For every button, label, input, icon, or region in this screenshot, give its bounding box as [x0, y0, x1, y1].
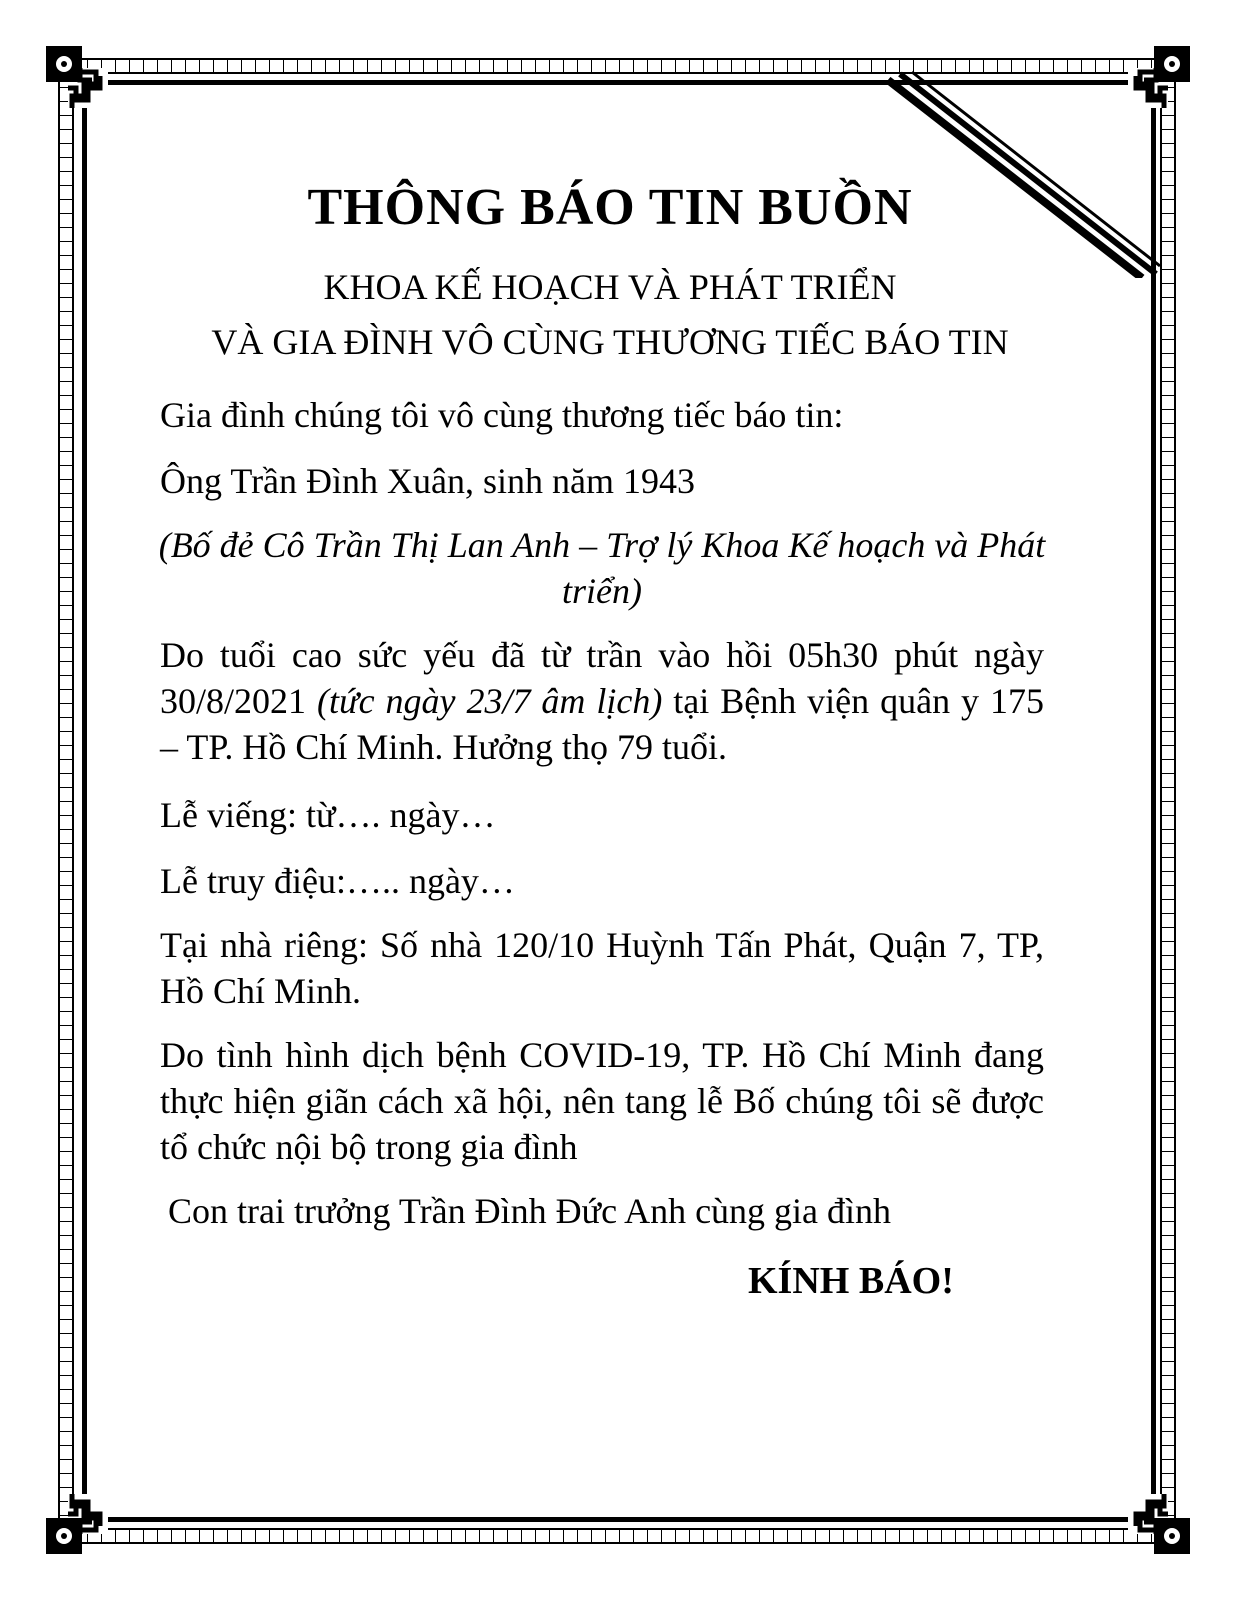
address-text: Tại nhà riêng: Số nhà 120/10 Huỳnh Tấn Phát, Quận 7, TP, Hồ Chí Minh.: [160, 925, 1044, 1011]
mourning-ribbon-icon: [880, 68, 1160, 278]
sign-off: KÍNH BÁO!: [748, 1260, 954, 1302]
subtitle-line-1: KHOA KẾ HOẠCH VÀ PHÁT TRIỂN: [323, 267, 897, 307]
frame-bottom-strip: [58, 1528, 1176, 1544]
corner-ornament-icon: [1154, 1518, 1190, 1554]
death-notice: [160, 632, 1044, 770]
page-title: THÔNG BÁO TIN BUỒN: [307, 179, 913, 236]
corner-ornament-icon: [46, 46, 82, 82]
wake-schedule: Lễ viếng: từ…. ngày…: [160, 795, 496, 835]
frame-left-strip: [58, 58, 74, 1544]
signer-text: Con trai trưởng Trần Đình Đức Anh cùng gia đình: [168, 1191, 892, 1231]
corner-ornament-icon: [46, 1518, 82, 1554]
death-notice-part-2: tại Bệnh viện quân y 175 – TP. Hồ Chí Minh. Hưởng thọ 79 tuổi.: [160, 681, 1044, 767]
relation-note: (Bố đẻ Cô Trần Thị Lan Anh – Trợ lý Khoa Kế hoạch và Phát triển): [158, 525, 1046, 611]
intro-text: Gia đình chúng tôi vô cùng thương tiếc báo tin:: [160, 395, 844, 435]
lunar-date: (tức ngày 23/7 âm lịch): [316, 681, 663, 721]
frame-right-strip: [1160, 58, 1176, 1544]
death-notice-part-1: Do tuổi cao sức yếu đã từ trần vào hồi 05h30 phút ngày 30/8/2021: [160, 635, 1044, 721]
deceased-name: Ông Trần Đình Xuân, sinh năm 1943: [160, 461, 696, 501]
memorial-schedule: Lễ truy điệu:….. ngày…: [160, 861, 515, 901]
covid-note: Do tình hình dịch bệnh COVID-19, TP. Hồ Chí Minh đang thực hiện giãn cách xã hội, nên tang lễ Bố chúng tôi sẽ được tổ chức nội bộ trong gia đình: [160, 1035, 1044, 1167]
subtitle-line-2: VÀ GIA ĐÌNH VÔ CÙNG THƯƠNG TIẾC BÁO TIN: [211, 322, 1009, 362]
